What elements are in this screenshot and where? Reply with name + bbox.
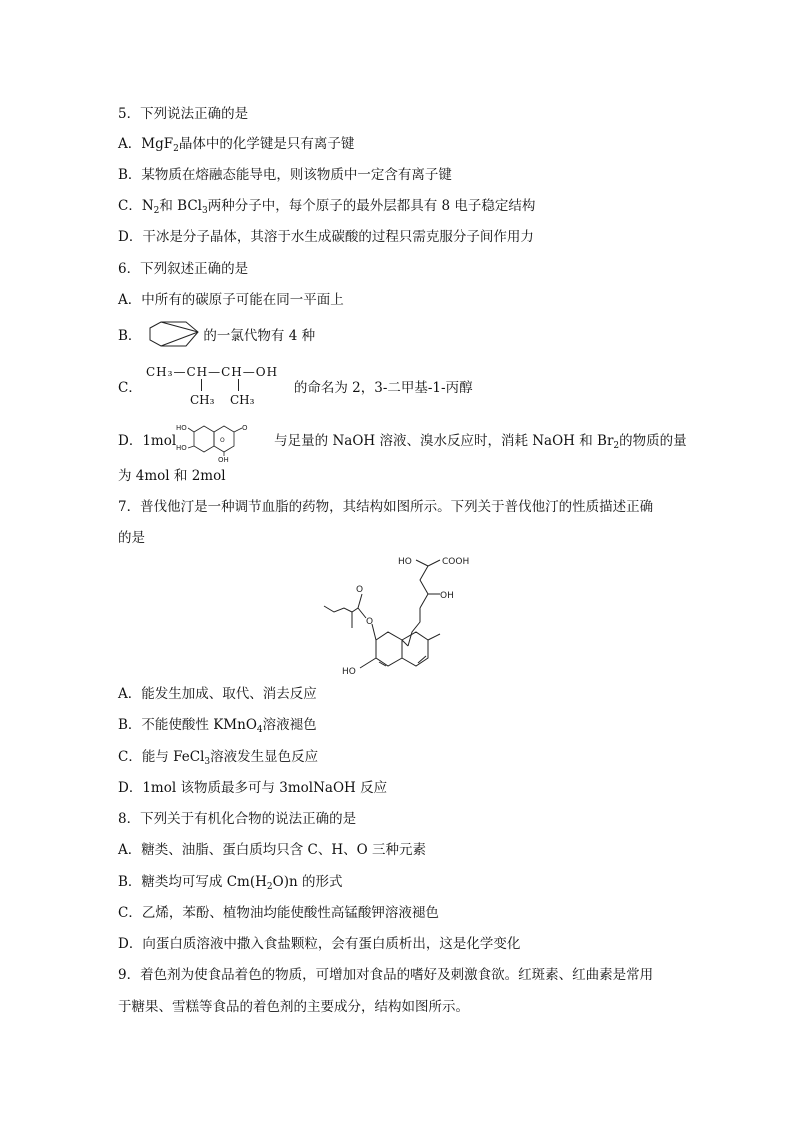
q6-option-a: A．中所有的碳原子可能在同一平面上 bbox=[118, 292, 344, 308]
subscript: 2 bbox=[266, 882, 273, 892]
pravastatin-structure-figure bbox=[316, 550, 486, 682]
q8-option-c: C．乙烯，苯酚、植物油均能使酸性高锰酸钾溶液褪色 bbox=[118, 905, 439, 921]
formula-methyl-1: CH₃ bbox=[190, 393, 215, 407]
q8-option-b bbox=[118, 872, 342, 892]
subscript: 2 bbox=[613, 441, 620, 451]
label-ho-top: HO bbox=[176, 424, 187, 432]
formula-methyl-2: CH₃ bbox=[230, 393, 255, 407]
q5-option-b: B．某物质在熔融态能导电，则该物质中一定含有离子键 bbox=[118, 167, 452, 183]
text: 两种分子中，每个原子的最外层都具有 8 电子稳定结构 bbox=[207, 198, 536, 214]
formula-main-chain: CH₃—CH—CH—OH bbox=[146, 365, 279, 379]
q7-stem: 7．普伐他汀是一种调节血脂的药物，其结构如图所示。下列关于普伐他汀的性质描述正确 bbox=[118, 499, 654, 515]
bond bbox=[238, 379, 239, 391]
subscript: 4 bbox=[256, 725, 263, 735]
alcohol-structure-formula bbox=[146, 365, 296, 409]
q5-option-d: D．干冰是分子晶体，其溶于水生成碳酸的过程只需克服分子间作用力 bbox=[118, 229, 534, 245]
text: 的一氯代物有 4 种 bbox=[203, 328, 316, 344]
subscript: 3 bbox=[202, 206, 208, 216]
label-ring-o: O bbox=[220, 437, 225, 444]
label-oh: OH bbox=[440, 591, 454, 601]
label-ester-o: O bbox=[366, 617, 374, 627]
subscript: 2 bbox=[153, 206, 160, 216]
text: 晶体中的化学键是只有离子键 bbox=[178, 136, 355, 152]
q7-option-b bbox=[118, 715, 317, 735]
subscript: 3 bbox=[204, 757, 211, 767]
text: C．能与 FeCl bbox=[118, 749, 205, 765]
coumarin-structure-figure bbox=[174, 418, 270, 464]
label-carbonyl-o: O bbox=[242, 424, 248, 432]
label-ho-left: HO bbox=[176, 444, 187, 452]
text: 溶液褪色 bbox=[262, 717, 317, 733]
label-oh-bottom: OH bbox=[218, 456, 229, 464]
q5-option-a bbox=[118, 134, 354, 154]
q8-option-a: A．糖类、油脂、蛋白质均只含 C、H、O 三种元素 bbox=[118, 842, 427, 858]
label-ring-ho: HO bbox=[342, 667, 356, 677]
q8-option-d: D．向蛋白质溶液中撒入食盐颗粒，会有蛋白质析出，这是化学变化 bbox=[118, 936, 521, 952]
text: B． bbox=[118, 328, 142, 344]
text: C． bbox=[118, 380, 142, 396]
bond bbox=[201, 379, 202, 391]
q7-option-a: A．能发生加成、取代、消去反应 bbox=[118, 686, 317, 702]
q5-option-c bbox=[118, 196, 535, 216]
text: 溶液发生显色反应 bbox=[210, 749, 319, 765]
q7-option-d: D．1mol 该物质最多可与 3molNaOH 反应 bbox=[118, 780, 388, 796]
text: B．不能使酸性 KMnO bbox=[118, 717, 257, 733]
text: C．N bbox=[118, 198, 154, 214]
subscript: 2 bbox=[173, 144, 179, 154]
text: 的命名为 2，3-二甲基-1-丙醇 bbox=[293, 380, 473, 396]
q9-stem-continued: 于糖果、雪糕等食品的着色剂的主要成分，结构如图所示。 bbox=[118, 999, 469, 1015]
text: 和 BCl bbox=[159, 198, 202, 214]
q9-stem: 9．着色剂为使食品着色的物质，可增加对食品的嗜好及刺激食欲。红斑素、红曲素是常用 bbox=[118, 967, 654, 983]
label-ho: HO bbox=[398, 557, 412, 567]
q8-stem: 8．下列关于有机化合物的说法正确的是 bbox=[118, 811, 357, 827]
q6-option-d-continued: 为 4mol 和 2mol bbox=[118, 468, 226, 484]
bicyclic-structure-figure bbox=[144, 320, 204, 350]
q5-stem: 5．下列说法正确的是 bbox=[118, 106, 249, 122]
text: 的物质的量 bbox=[619, 433, 687, 449]
text: B．糖类均可写成 Cm(H bbox=[118, 874, 267, 890]
text: 与足量的 NaOH 溶液、溴水反应时，消耗 NaOH 和 Br bbox=[274, 433, 614, 449]
q7-stem-continued: 的是 bbox=[118, 530, 145, 546]
text: O)n 的形式 bbox=[272, 874, 343, 890]
q6-stem: 6．下列叙述正确的是 bbox=[118, 261, 249, 277]
label-carbonyl-o: O bbox=[356, 585, 364, 595]
text: D．1mol bbox=[118, 433, 177, 449]
text: A．MgF bbox=[118, 136, 174, 152]
label-cooh: COOH bbox=[442, 557, 470, 567]
q7-option-c bbox=[118, 747, 318, 767]
